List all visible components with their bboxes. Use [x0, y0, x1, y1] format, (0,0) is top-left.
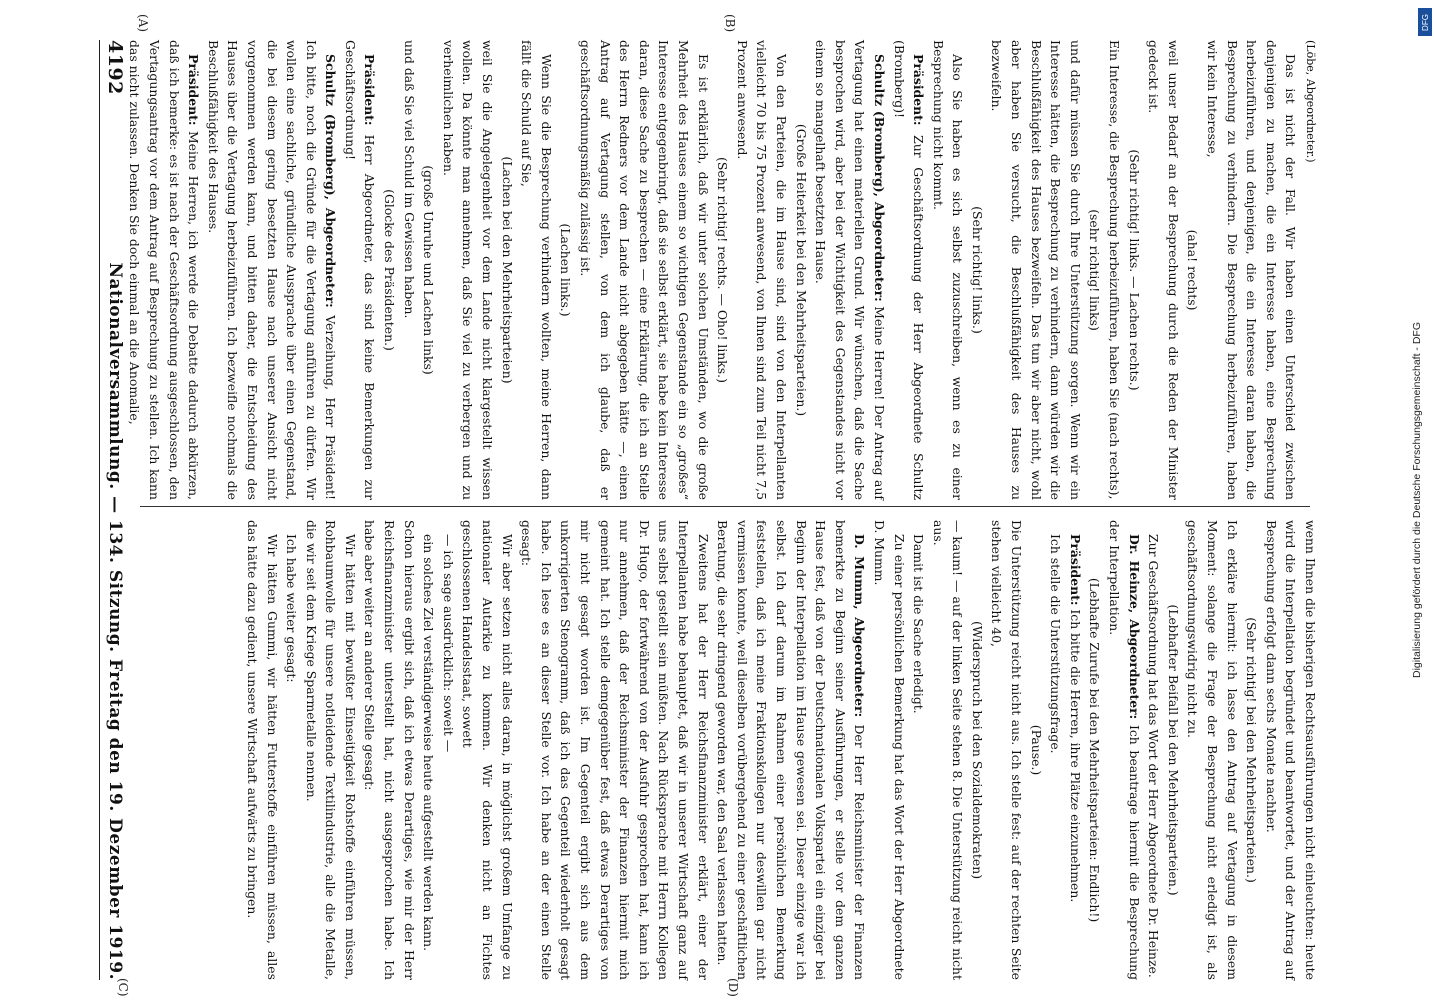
right-column	[140, 520, 1320, 980]
paragraph: weil Sie die Angelegenheit vor dem Lande nicht klargestellt wissen wollen. Da könnte man annehmen, daß Sie viel zu verbergen und zu verheimlichen haben.	[440, 40, 496, 500]
interjection: (Lachen links.)	[558, 223, 574, 317]
margin-marker-b: (B)	[723, 14, 737, 33]
interjection: (Sehr richtig! rechts. — Oho! links.)	[715, 157, 731, 383]
interjection: (Sehr richtig! bei den Mehrheitsparteien.)	[1244, 617, 1260, 883]
interjection: (Pause.)	[1028, 724, 1044, 776]
running-head-title: Nationalversammlung. — 134. Sitzung. Freitag den 19. Dezember 1919.	[105, 262, 125, 980]
paragraph: Damit ist die Sache erledigt.	[911, 534, 927, 714]
interjection: (Lebhafte Zurufe bei den Mehrheitsparteien: Endlich!)	[1087, 577, 1103, 923]
paragraph: wenn Ihnen die bisherigen Rechtsausführungen nicht einleuchten: heute wird die Interpellation begründet und beantwortet, und der Antrag auf Besprechung erfolgt dann sechs Monate nachher.	[1263, 520, 1318, 980]
speaker-paragraph: Präsident: Ich bitte die Herren, ihre Plätze einzunehmen.	[1067, 534, 1083, 903]
speaker-paragraph: Präsident: Zur Geschäftsordnung der Herr Abgeordnete Schultz (Bromberg)!	[891, 40, 927, 500]
left-column	[127, 40, 1320, 501]
paragraph: Das ist nicht der Fall. Wir haben einen Unterschied zwischen denjenigen zu machen, die ein Interesse haben, eine Besprechung herbeizuführen, und denjenigen, die ein Interesse daran haben, die Besprechung zu verhindern. Die Besprechung herbeizuführen, haben wir kein Interesse,	[1205, 40, 1299, 500]
paragraph: Ich erkläre hiermit: ich lasse den Antrag auf Vertagung in diesem Moment: solange die Frage der Besprechung nicht erledigt ist, als geschäftsordnungswidrig nicht zu.	[1185, 520, 1240, 980]
interjection: (sehr richtig! links)	[1087, 209, 1103, 331]
interjection: (große Unruhe und Lachen links)	[421, 165, 437, 375]
paragraph: Es ist erklärlich, daß wir unter solchen Umständen, wo die große Mehrheit des Hauses einem so wichtigen Gegenstande ein so „großes“ Interesse entgegenbringt, daß sie selbst erklärt, sie habe kein Interesse daran, diese Sache zu besprechen — eine Erklärung, die ich an Stelle des Herrn Redners vor dem Lande nicht abgegeben hätte —, einen Antrag auf Vertagung stellen, von dem ich glaube, daß er geschäftsordnungsmäßig zulässig ist.	[578, 40, 711, 500]
speaker-name: Präsident:	[186, 54, 202, 126]
speaker-name: Präsident:	[911, 54, 927, 126]
speaker-name: Dr. Heinze, Abgeordneter:	[1126, 534, 1142, 720]
speaker-paragraph: Dr. Heinze, Abgeordneter: Ich beantrage hiermit die Besprechung der Interpellation.	[1107, 520, 1142, 981]
paragraph: Zu einer persönlichen Bemerkung hat das Wort der Herr Abgeordnete D. Mumm.	[871, 520, 907, 980]
quotation: Wir hätten Gummi, wir hätten Futterstoffe einführen müssen, alles das hätte dazu gedient, unsere Wirtschaft aufwärts zu bringen.	[244, 520, 280, 980]
paragraph: Zweitens hat der Herr Reichsfinanzminister erklärt, einer der Interpellanten habe behauptet, daß wir in unserer Wirtschaft ganz auf uns selbst gestellt sein müßten. Nach Rücksprache mit Herrn Kollegen Dr. Hugo, der fortwährend von der Ausfuhr gesprochen hat, kann ich nur annehmen, daß der Reichsminister der Finanzen hiermit mich gemeint hat. Ich stelle demgegenüber fest, daß etwas Derartiges von mir nicht gesagt worden ist. Im Gegenteil ergibt sich aus dem unkorrigierten Stenogramm, daß ich das Gegenteil wiederholt gesagt habe. Ich lese es an dieser Stelle vor. Ich habe an der einen Stelle gesagt:	[519, 520, 711, 980]
quotation: Wir aber setzen nicht alles daran, in möglichst großem Umfange zu nationaler Autarkie zu kommen. Wir denken nicht an Fichtes geschlossenen Handelsstaat, sowett	[460, 520, 515, 980]
interjection: (Widerspruch bei den Sozialdemokraten)	[969, 620, 985, 880]
paragraph: Zur Geschäftsordnung hat das Wort der Herr Abgeordnete Dr. Heinze.	[1146, 534, 1162, 978]
paragraph: Wenn Sie die Besprechung verhindern wollten, meine Herren, dann fällt die Schuld auf Sie,	[519, 40, 554, 500]
interjection: — ich sage ausdrücklich: soweit —	[440, 534, 456, 753]
margin-marker-a: (A)	[136, 14, 150, 33]
speaker-paragraph: Präsident: Meine Herren, ich werde die Debatte dadurch abkürzen, daß ich bemerke: es ist nach der Geschäftsordnung ausgeschlossen, den Vertagungsantrag vor dem Antrag auf Besprechung zu stellen. Ich kann das nicht zulassen. Denken Sie doch einmal an die Anomalie,	[127, 40, 202, 500]
page-number: 4192	[104, 40, 126, 95]
speaker-paragraph: Präsident: Herr Abgeordneter, das sind keine Bemerkungen zur Geschäftsordnung!	[342, 40, 378, 500]
paragraph: und daß Sie viel Schuld im Gewissen haben.	[401, 40, 417, 319]
paragraph: und dafür müssen Sie durch Ihre Unterstützung sorgen. Wenn wir ein Interesse hätten, die Besprechung zu verhindern, dann würden wir die Beschlußfähigkeit des Hauses bezweifeln. Das tun wir aber nicht, wohl aber haben Sie versucht, die Beschlußfähigkeit des Hauses zu bezweifeln.	[989, 40, 1083, 500]
quotation: Wir hätten mit bewußter Einseitigkeit Rohstoffe einführen müssen, Rohbaumwolle für unsere notleidende Textilindustrie, alle die Metalle, die wir seit dem Kriege Sparmetalle nennen.	[303, 520, 358, 980]
speaker-paragraph: Schultz (Bromberg), Abgeordneter: Meine Herren! Der Antrag auf Vertagung hat einen materiellen Grund. Wir wünschen, daß die Sache besprochen wird, aber bei der Wichtigkeit des Gegenstandes nicht vor einem so mangelhaft besetzten Hause.	[813, 40, 887, 501]
digitization-credit: Digitalisierung gefördert durch die Deutsche Forschungsgemeinschaft - DFG	[1411, 321, 1424, 679]
paragraph: Von den Parteien, die im Hause sind, sind von den Interpellanten vielleicht 70 bis 75 Prozent anwesend, von Ihnen sind zum Teil nicht 7,5 Prozent anwesend.	[734, 40, 789, 500]
interjection: (Glocke des Präsidenten.)	[382, 189, 398, 351]
speaker-name: Präsident:	[362, 54, 378, 126]
paragraph: Ich habe weiter gesagt:	[284, 534, 300, 683]
interjection: (Sehr richtig! links. — Lachen rechts.)	[1126, 149, 1142, 391]
speaker-name: Schultz (Bromberg), Abgeordneter:	[323, 54, 339, 308]
speaker-name: Präsident:	[1067, 534, 1083, 606]
column-divider	[140, 506, 1310, 507]
interjection: (Sehr richtig! links.)	[969, 206, 985, 334]
margin-marker-d: (D)	[726, 978, 740, 997]
quotation: ein solches Ziel verständigerweise heute aufgestellt werden kann.	[421, 534, 437, 952]
paragraph: — kaum! — auf der linken Seite stehen 8. Die Unterstützung reicht nicht aus.	[930, 520, 966, 980]
interjection: (Lebhafter Beifall bei den Mehrheitsparteien.)	[1165, 604, 1181, 896]
speaker-name: D. Mumm, Abgeordneter:	[852, 534, 868, 718]
speaker-paragraph: Schultz (Bromberg), Abgeordneter: Verzeihung, Herr Präsident! Ich bitte, noch die Gründe für die Vertagung anführen zu dürfen. Wir wollen eine sachliche, gründliche Aussprache über einen Gegenstand, die bei diesem gering besetzten Hause nach unserer Ansicht nicht vorgenommen werden kann, und bitten daher, die Entscheidung des Hauses über die Vertagung herbeizuführen. Ich bezweifle nochmals die Beschlußfähigkeit des Hauses.	[205, 40, 339, 500]
paragraph: Schon hieraus ergibt sich, daß ich etwas Derartiges, wie mir der Herr Reichsfinanzminister unterstellt hat, nicht ausgesprochen habe. Ich habe aber weiter an anderer Stelle gesagt:	[362, 520, 417, 980]
margin-marker-c: (C)	[116, 978, 130, 997]
speaker-paragraph: D. Mumm, Abgeordneter: Der Herr Reichsminister der Finanzen bemerkte zu Beginn seiner Ausführungen, er stelle vor dem ganzen Hause fest, daß von der Deutschnationalen Volkspartei ein einziger bei Beginn der Interpellation im Hause gewesen sei. Dieser einzige war ich selbst. Ich darf darum im Rahmen einer persönlichen Bemerkung feststellen, daß ich meine Fraktionskollegen nur deswillen gar nicht vermissen konnte, weil dieselben vorübergehend zu einer geschäftlichen Beratung, die sehr dringend geworden war, den Saal verlassen hatten.	[715, 520, 868, 980]
dfg-logo-icon: DFG	[1418, 8, 1432, 36]
paragraph: Ein Interesse, die Besprechung herbeizuführen, haben Sie (nach rechts),	[1107, 40, 1123, 500]
speaker-name: Schultz (Bromberg), Abgeordneter:	[871, 54, 887, 302]
paragraph: Also Sie haben es sich selbst zuzuschreiben, wenn es zu einer Besprechung nicht kommt.	[930, 40, 966, 500]
paragraph: Ich stelle die Unterstützungsfrage.	[1048, 534, 1064, 754]
paragraph: weil unser Bedarf an der Besprechung durch die Reden der Minister gedeckt ist.	[1146, 40, 1181, 500]
paragraph: Die Unterstützung reicht nicht aus. Ich stelle fest: auf der rechten Seite stehen vielleicht 40,	[989, 520, 1025, 980]
interjection: (aha! rechts)	[1185, 229, 1201, 311]
interjection: (Lachen bei den Mehrheitsparteien)	[499, 156, 515, 384]
paragraph: (Löbe, Abgeordneter.)	[1304, 40, 1317, 163]
running-head	[99, 40, 130, 980]
interjection: (Große Heiterkeit bei den Mehrheitsparteien.)	[793, 123, 809, 417]
